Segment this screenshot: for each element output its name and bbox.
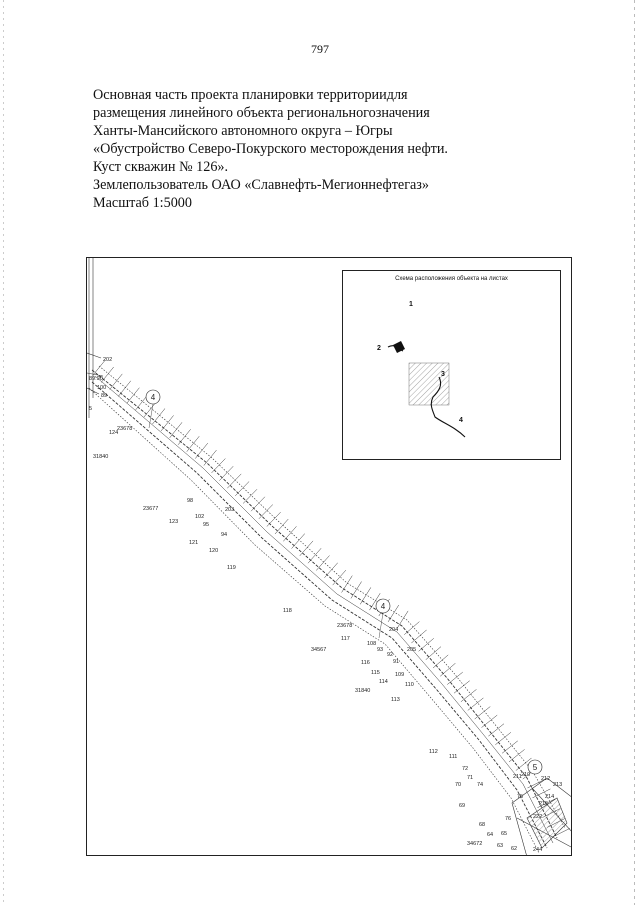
corridor-tick	[101, 367, 114, 383]
point-label: 115	[371, 670, 380, 676]
inset-sheet-1: 1	[409, 301, 413, 308]
svg-text:4: 4	[150, 393, 156, 402]
inset-sheet-4: 4	[459, 417, 463, 424]
sheet-marker-1	[146, 390, 160, 428]
corridor-tick	[333, 570, 346, 585]
inset-sheet-3: 3	[441, 371, 445, 378]
corridor-tick	[404, 622, 419, 635]
scan-edge-left	[3, 0, 4, 905]
point-label: 123	[169, 519, 179, 525]
point-label: 110	[405, 682, 414, 688]
corridor-tick	[300, 541, 313, 556]
corridor-tick	[187, 436, 200, 452]
point-label: 100	[97, 385, 107, 391]
point-label: 202	[103, 357, 113, 363]
point-label: 120	[209, 548, 219, 554]
corridor-tick	[178, 429, 191, 445]
corridor-tick	[440, 663, 455, 676]
point-label: 203	[225, 507, 235, 513]
point-label: 102	[195, 514, 205, 520]
corridor-tick	[195, 443, 208, 459]
corridor-tick	[259, 505, 273, 519]
map-frame	[86, 257, 572, 856]
corridor-tick	[235, 482, 249, 496]
inset-scheme	[342, 270, 561, 460]
svg-text:5: 5	[532, 763, 538, 772]
point-label: 74	[477, 782, 484, 788]
point-label: 89:90	[89, 376, 103, 382]
corridor-tick	[267, 512, 281, 526]
svg-text:4: 4	[380, 602, 386, 611]
sheet-3-area	[409, 363, 449, 405]
point-label: 95	[203, 522, 210, 528]
scan-edge-right	[634, 0, 635, 905]
point-label: 118	[283, 608, 292, 614]
point-label: 215	[539, 801, 549, 807]
corridor-tick	[153, 409, 166, 425]
point-label: 89	[101, 393, 108, 399]
point-label: 244	[533, 847, 543, 853]
point-label: 212	[541, 776, 551, 782]
corridor-tick	[475, 707, 491, 720]
title-line: Масштаб 1:5000	[93, 195, 192, 211]
point-label: 213	[553, 782, 563, 788]
point-label: 72	[462, 766, 469, 772]
corridor-tick	[316, 556, 329, 571]
point-label: 112	[429, 749, 438, 755]
corridor-tick	[447, 672, 463, 685]
point-label: 34567	[311, 647, 327, 653]
corridor-tick	[275, 519, 288, 534]
corridor-tick	[419, 638, 434, 651]
corridor-tick	[426, 647, 441, 660]
point-label: 114	[379, 679, 388, 685]
point-label: 91	[393, 659, 400, 665]
point-label: 124	[109, 430, 119, 436]
point-label: 63	[497, 843, 504, 849]
point-label: 64	[487, 832, 494, 838]
point-label: 68	[479, 822, 486, 828]
point-label: 113	[391, 697, 400, 703]
page-number: 797	[311, 42, 329, 56]
point-label: 34672	[467, 841, 483, 847]
inset-title: Схема расположения объекта на листах	[395, 276, 508, 282]
point-label: 31840	[355, 688, 371, 694]
title-line: размещения линейного объекта региональногозначения	[93, 105, 430, 121]
point-label: 108	[367, 641, 377, 647]
point-label: 121	[189, 540, 199, 546]
corridor-tick	[219, 466, 233, 480]
corridor-tick	[461, 689, 477, 702]
point-label: 69	[459, 803, 466, 809]
point-label: 62	[511, 846, 518, 852]
corridor-tick	[283, 526, 296, 541]
point-label: 23677	[143, 506, 159, 512]
corridor-tick	[351, 582, 362, 599]
point-label: 116	[361, 660, 370, 666]
point-label: 210	[521, 772, 531, 778]
corridor-tick	[411, 630, 426, 643]
point-label: 214	[545, 794, 555, 800]
corridor-tick	[342, 576, 353, 593]
corridor-tick	[482, 715, 498, 728]
inset-sheet-2: 2	[377, 345, 381, 352]
point-label: 94	[221, 532, 228, 538]
point-label: 98	[187, 498, 194, 504]
title-line: Куст скважин № 126».	[93, 159, 229, 175]
point-label: 117	[341, 636, 350, 642]
point-label: 5	[89, 406, 93, 412]
point-label: 65	[501, 831, 508, 837]
point-label: 211	[513, 774, 522, 780]
title-line: Землепользователь ОАО «Славнефть-Мегионнефтегаз»	[93, 177, 430, 193]
point-label: 204	[389, 627, 399, 633]
corridor-tick	[251, 497, 265, 511]
point-label: 109	[395, 672, 405, 678]
corridor-tick	[127, 388, 140, 404]
title-block	[93, 86, 553, 212]
corridor-tick	[433, 655, 448, 668]
corridor-tick	[204, 450, 217, 465]
point-label: 31840	[93, 454, 109, 460]
point-label: 71	[467, 775, 474, 781]
point-label: 23678	[117, 426, 133, 432]
corridor-tick	[227, 474, 241, 488]
point-label: 23678	[337, 623, 353, 629]
corridor-tick	[324, 563, 337, 578]
corridor-tick	[212, 459, 226, 473]
title-line: Основная часть проекта планировки территориидля	[93, 87, 408, 103]
corridor-tick	[454, 681, 470, 694]
title-line: «Обустройство Северо-Покурского месторождения нефти.	[93, 141, 448, 157]
inset-drawing	[343, 271, 560, 459]
point-label: 111	[449, 754, 458, 760]
point-label: 222	[533, 814, 543, 820]
corridor-tick	[360, 587, 371, 604]
pad-shape	[393, 341, 405, 353]
point-label: 76	[505, 816, 512, 822]
corridor-tick	[243, 489, 257, 503]
title-line: Ханты-Мансийского автономного округа – Югры	[93, 123, 393, 139]
corridor-tick	[308, 548, 321, 563]
point-label: 70	[455, 782, 462, 788]
point-label: 75	[517, 794, 524, 800]
point-label: 205	[407, 647, 417, 653]
point-label: 92	[387, 652, 394, 658]
corridor-tick	[502, 741, 518, 754]
point-label: 119	[227, 565, 236, 571]
point-label: 93	[377, 647, 384, 653]
corridor-tick	[292, 534, 305, 549]
